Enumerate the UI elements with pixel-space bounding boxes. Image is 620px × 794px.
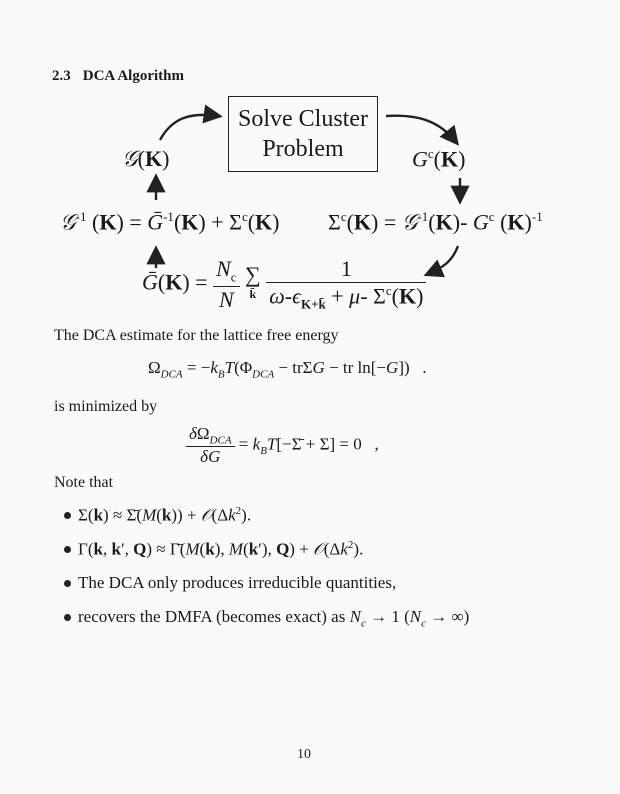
eq-stationarity: $\frac{\delta\Omega_{DCA}}{\delta G}$ = $k_BT[-\Sigmā + \Sigma] = 0$ , [186,424,379,467]
section-title: DCA Algorithm [82,68,184,84]
eq-coarse-grained-g: Ḡ(K) = $\frac{N_c}{N}$ ∑ k̄ $\frac{1}{\omega-\epsilon_{K+k̄} + \mu- \Sigma^c(K)}$ [142,256,426,313]
bullet-dmfa: recovers the DMFA (becomes exact) as [78,607,346,626]
eq-cluster-g: $G^c(K)$ [412,146,466,172]
list-item [64,573,469,607]
arrow-from-solver [386,116,456,142]
arrow-to-solver [160,115,218,140]
notes-list [64,505,469,641]
minimized-by: is minimized by [54,398,158,415]
eq-coarse-g: 𝒢(K) [122,146,170,172]
arrow-to-gbar [428,246,458,274]
eq-self-energy: $\Sigma^c(K)$ = 𝒢$^{-1}$(K)- $G^c$ $(K)^{-1}$ [328,209,543,236]
list-item: recovers the DMFA (becomes exact) as $N_c \to 1$ ($N_c$ → ∞) [64,607,469,641]
list-item: Γ(k, k′, Q) ≈ Γ̄(M(k), M(k′), $Q) + 𝒪(\Delta k^2)$. [64,539,469,573]
page-number: 10 [297,747,311,762]
box-line-1: Solve Cluster [238,106,368,132]
bullet-irreducible: The DCA only produces irreducible quantities, [78,573,397,592]
estimate-intro: The DCA estimate for the lattice free energy [54,327,339,344]
box-line-2: Problem [262,136,344,162]
note-that: Note that [54,474,114,491]
solve-cluster-box [228,96,378,172]
section-number: 2.3 [52,68,71,84]
eq-dyson-cluster: 𝒢$^{-1}$ (K) = Ḡ$^{-1}$(K) + $\Sigma^c(K)$ [60,209,280,236]
eq-free-energy: $\Omega_{DCA} = -k_BT(\Phi_{DCA} - tr\Sigma G$ − tr ln[−G]) . [148,358,427,381]
list-item: Σ(k) ≈ Σ̄(M(k)) + $𝒪(\Delta k^2)$. [64,505,469,539]
